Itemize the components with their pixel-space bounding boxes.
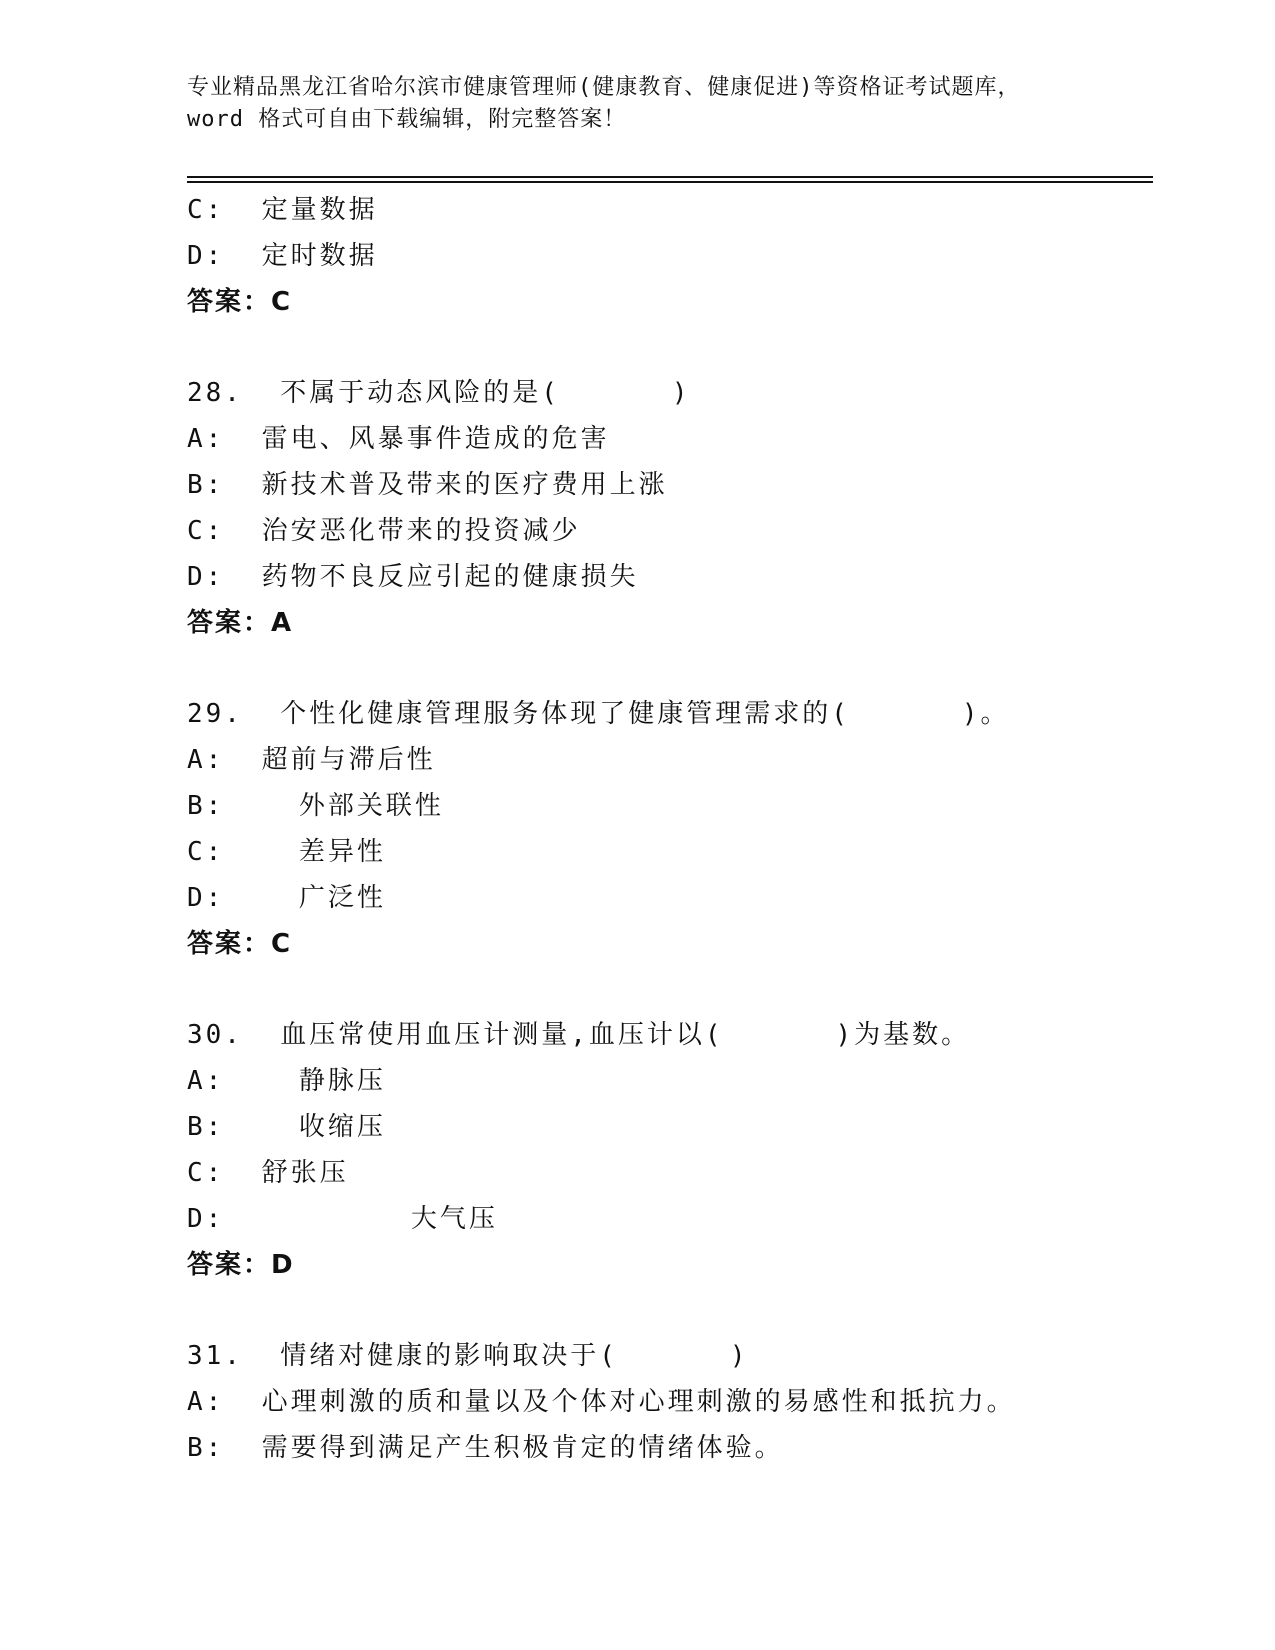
- option-c: C: 差异性: [187, 837, 386, 867]
- header-divider-top: [187, 176, 1153, 178]
- document-header: [187, 72, 1147, 136]
- answer-line: 答案：A: [187, 608, 294, 638]
- option-a: A: 静脉压: [187, 1066, 386, 1096]
- option-a: A: 超前与滞后性: [187, 745, 436, 775]
- option-a: A: 心理刺激的质和量以及个体对心理刺激的易感性和抵抗力。: [187, 1387, 1016, 1417]
- option-a: A: 雷电、风暴事件造成的危害: [187, 424, 610, 454]
- option-d: D: 药物不良反应引起的健康损失: [187, 562, 639, 592]
- header-title-line-2: word 格式可自由下载编辑，附完整答案！: [187, 107, 627, 132]
- question-spacer: [187, 646, 1147, 691]
- option-d: D: 大气压: [187, 1204, 498, 1234]
- question-list: [187, 187, 1147, 1471]
- question-31: [187, 1333, 1147, 1471]
- question-stem: 29. 个性化健康管理服务体现了健康管理需求的( )。: [187, 699, 1010, 729]
- question-spacer: [187, 1288, 1147, 1333]
- option-b: B: 新技术普及带来的医疗费用上涨: [187, 470, 668, 500]
- question-spacer: [187, 325, 1147, 370]
- option-b: B: 收缩压: [187, 1112, 386, 1142]
- question-stem: 30. 血压常使用血压计测量,血压计以( )为基数。: [187, 1020, 971, 1050]
- header-title-line-1: 专业精品黑龙江省哈尔滨市健康管理师(健康教育、健康促进)等资格证考试题库，: [187, 75, 1021, 100]
- question-28: [187, 370, 1147, 646]
- option-c: C: 治安恶化带来的投资减少: [187, 516, 581, 546]
- question-stem: 28. 不属于动态风险的是( ): [187, 378, 691, 408]
- option-c: C: 舒张压: [187, 1158, 349, 1188]
- question-spacer: [187, 967, 1147, 1012]
- question-stem: 31. 情绪对健康的影响取决于( ): [187, 1341, 749, 1371]
- question-29: [187, 691, 1147, 967]
- option-b: B: 需要得到满足产生积极肯定的情绪体验。: [187, 1433, 784, 1463]
- answer-line: 答案：C: [187, 287, 293, 317]
- answer-line: 答案：C: [187, 929, 293, 959]
- option-c: C: 定量数据: [187, 195, 378, 225]
- header-divider-bottom: [187, 181, 1153, 183]
- option-d: D: 广泛性: [187, 883, 386, 913]
- question-27-continued: [187, 187, 1147, 325]
- answer-line: 答案：D: [187, 1250, 295, 1280]
- question-30: [187, 1012, 1147, 1288]
- option-d: D: 定时数据: [187, 241, 378, 271]
- option-b: B: 外部关联性: [187, 791, 444, 821]
